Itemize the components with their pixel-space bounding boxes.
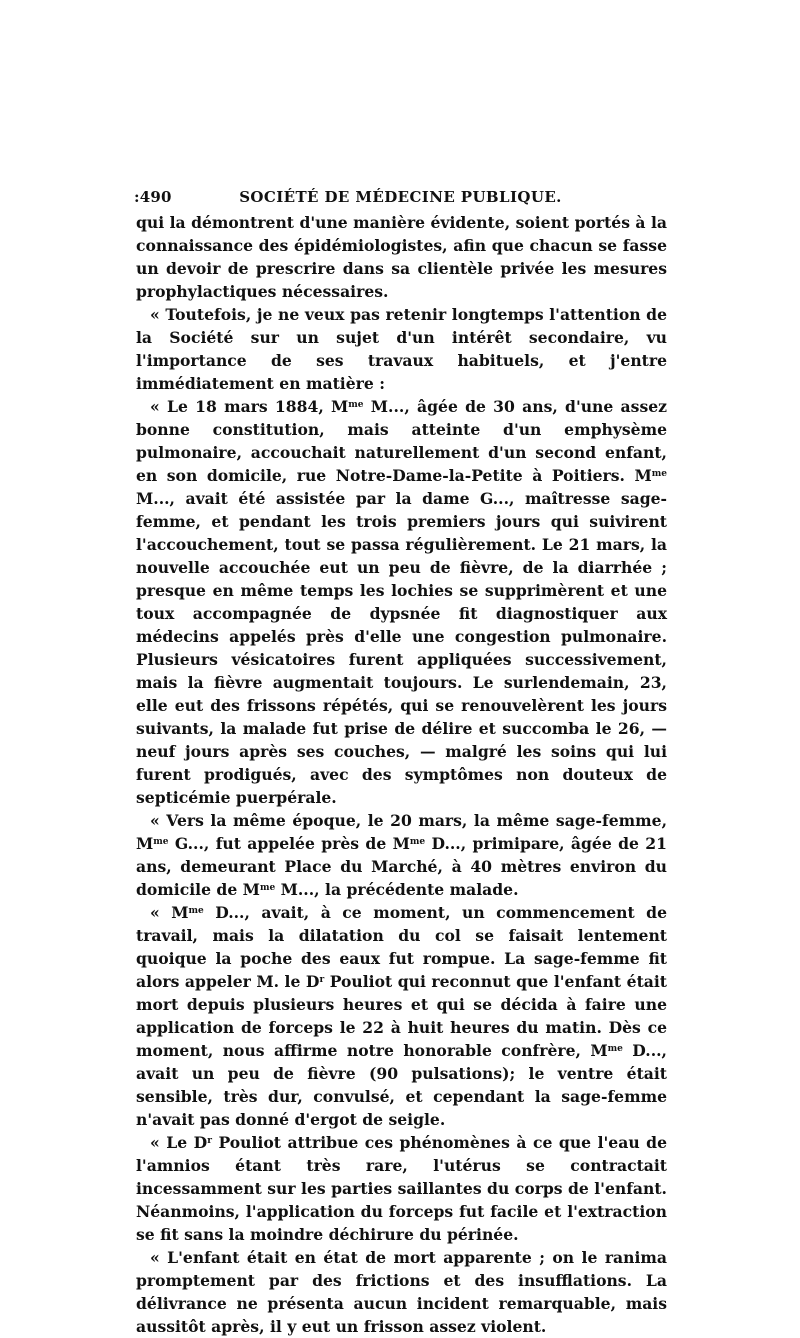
paragraph <box>136 809 667 901</box>
superscript: me <box>409 837 426 847</box>
superscript: me <box>607 1044 623 1054</box>
running-head <box>136 186 667 209</box>
text-run: Pouliot attribue ces phénomènes à ce que l'eau de l'amnios étant très rare, l'utérus se contractait incessamment sur les parties saillantes du corps de l'enfant. Néanmoins, l'application du forceps fut facile et l'extraction se fit sans la moindre déchirure du périnée. <box>136 1133 667 1244</box>
text-run: « Le 18 mars 1884, M <box>150 397 349 416</box>
text-run: Pouliot qui reconnut que l'enfant était mort depuis plusieurs heures et qui se décida à faire une application de forceps le 22 à huit heures du matin. Dès ce moment, nous affirme notre honorable confrère, M <box>136 972 668 1060</box>
text-run: M..., âgée de 30 ans, d'une assez bonne constitution, mais atteinte d'un emphysème pulmonaire, accouchait naturellement d'un second enfant, en son domicile, rue Notre-Dame-la-Petite à Poitiers. M <box>136 397 667 485</box>
paragraph <box>136 1131 667 1246</box>
text-run: « L'enfant était en état de mort apparente ; on le ranima promptement par des frictions et des insufflations. La délivrance ne présenta aucun incident remarquable, mais aussitôt après, il y eut un frisson assez violent. <box>136 1248 667 1336</box>
text-run: qui la démontrent d'une manière évidente, soient portés à la connaissance des épidémiologistes, afin que chacun se fasse un devoir de prescrire dans sa clientèle privée les mesures prophylactiques nécessaires. <box>136 213 667 301</box>
superscript: me <box>259 883 276 893</box>
text-run: « Toutefois, je ne veux pas retenir longtemps l'attention de la Société sur un sujet d'un intérêt secondaire, vu l'importance de ses travaux habituels, et j'entre immédiatement en matière : <box>136 305 667 393</box>
text-run: D..., avait un peu de fièvre (90 pulsations); le ventre était sensible, très dur, convulsé, et cependant la sage-femme n'avait pas donné d'ergot de seigle. <box>136 1041 667 1129</box>
superscript: r <box>319 975 325 985</box>
book-page <box>136 186 667 1338</box>
text-run: « M <box>150 903 189 922</box>
text-run: « Le D <box>150 1133 208 1152</box>
superscript: me <box>153 837 169 847</box>
paragraph <box>136 395 667 809</box>
paragraph <box>136 1246 667 1338</box>
superscript: me <box>651 469 667 479</box>
text-run: D..., primipare, âgée de 21 ans, demeurant Place du Marché, à 40 mètres environ du domicile de M <box>136 834 667 899</box>
text-run: « Vers la même époque, le 20 mars, la même sage-femme, M <box>136 811 667 853</box>
superscript: me <box>348 400 364 410</box>
paragraph <box>136 303 667 395</box>
text-run: D..., avait, à ce moment, un commencement de travail, mais la dilatation du col se faisait lentement quoique la poche des eaux fut rompue. La sage-femme fit alors appeler M. le D <box>136 903 668 991</box>
superscript: me <box>188 906 204 916</box>
paragraph <box>136 211 667 303</box>
text-run: G..., fut appelée près de M <box>168 834 410 853</box>
page-number: :490 <box>134 188 172 206</box>
body-text <box>136 211 667 1338</box>
superscript: r <box>207 1136 212 1146</box>
paragraph <box>136 901 667 1131</box>
text-run: M..., avait été assistée par la dame G..., maîtresse sage-femme, et pendant les trois premiers jours qui suivirent l'accouchement, tout se passa régulièrement. Le 21 mars, la nouvelle accouchée eut un peu de fièvre, de la diarrhée ; presque en même temps les lochies se supprimèrent et une toux accompagnée de dypsnée fit diagnostiquer aux médecins appelés près d'elle une congestion pulmonaire. Plusieurs vésicatoires furent appliquées successivement, mais la fièvre augmentait toujours. Le surlendemain, 23, elle eut des frissons répétés, qui se renouvelèrent les jours suivants, la malade fut prise de délire et succomba le 26, — neuf jours après ses couches, — malgré les soins qui lui furent prodigués, avec des symptômes non douteux de septicémie puerpérale. <box>136 489 667 807</box>
text-run: M..., la précédente malade. <box>275 880 519 899</box>
running-title: SOCIÉTÉ DE MÉDECINE PUBLIQUE. <box>239 188 562 206</box>
